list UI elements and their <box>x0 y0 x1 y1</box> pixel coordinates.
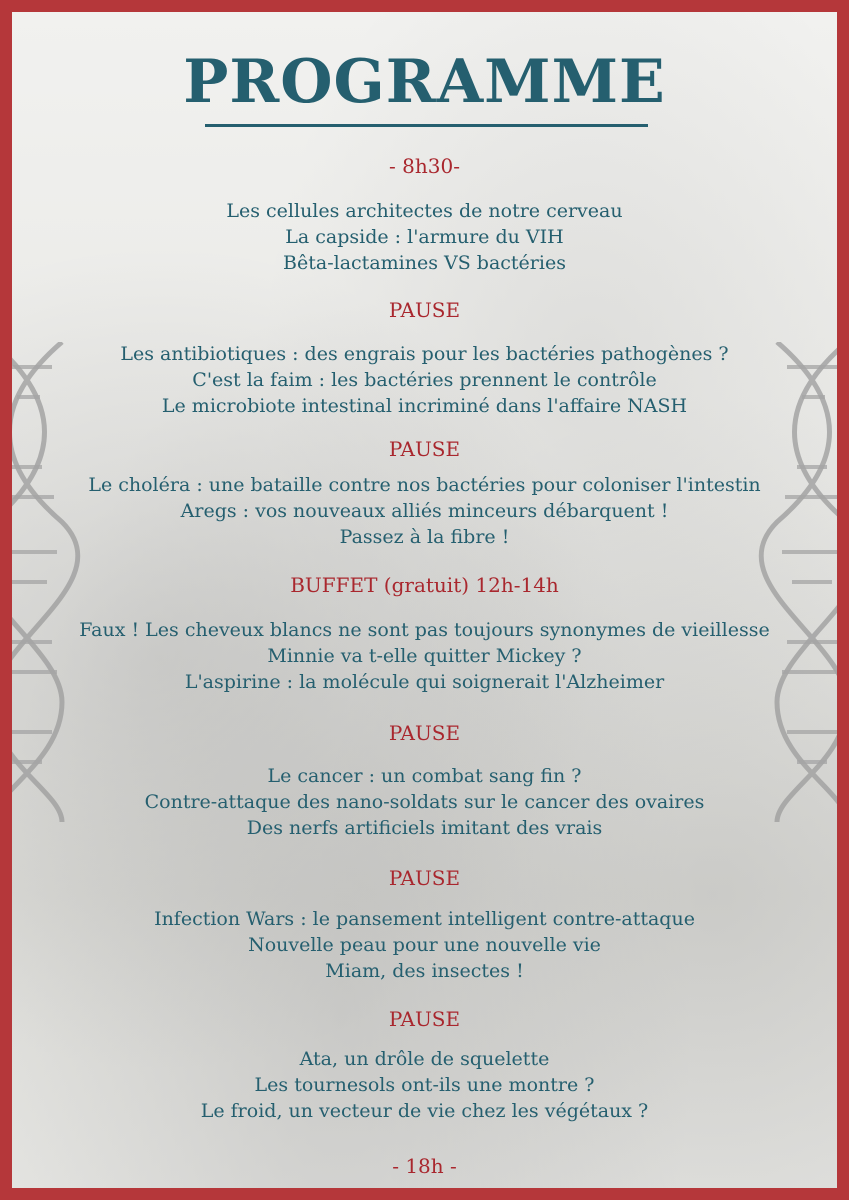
end-time-block <box>12 1153 837 1179</box>
buffet-block <box>12 572 837 598</box>
pause-3-block <box>12 720 837 746</box>
page-title: PROGRAMME <box>183 47 666 117</box>
talk-item: Les tournesols ont-ils une montre ? <box>254 1074 595 1096</box>
talk-item: C'est la faim : les bactéries prennent le contrôle <box>192 369 657 391</box>
talk-item: Les cellules architectes de notre cerveau <box>226 200 623 222</box>
talk-item: Faux ! Les cheveux blancs ne sont pas toujours synonymes de vieillesse <box>79 619 770 641</box>
pause-5-block <box>12 1006 837 1032</box>
start-time-block <box>12 153 837 179</box>
talk-item: Passez à la fibre ! <box>339 526 510 548</box>
programme-page <box>12 12 837 1188</box>
session-7 <box>12 1046 837 1124</box>
talk-item: L'aspirine : la molécule qui soignerait l'Alzheimer <box>184 671 665 693</box>
talk-item: Le microbiote intestinal incriminé dans l'affaire NASH <box>161 395 688 417</box>
talk-item: Nouvelle peau pour une nouvelle vie <box>248 934 601 956</box>
talk-item: Des nerfs artificiels imitant des vrais <box>246 817 603 839</box>
buffet-label: BUFFET (gratuit) 12h-14h <box>290 573 559 597</box>
pause-label: PAUSE <box>388 721 461 745</box>
talk-item: La capside : l'armure du VIH <box>285 226 564 248</box>
pause-label: PAUSE <box>388 298 461 322</box>
talk-item: Aregs : vos nouveaux alliés minceurs débarquent ! <box>180 500 669 522</box>
pause-2-block <box>12 436 837 462</box>
talk-item: Les antibiotiques : des engrais pour les bactéries pathogènes ? <box>120 343 729 365</box>
talk-item: Miam, des insectes ! <box>325 960 524 982</box>
session-6 <box>12 906 837 984</box>
session-4 <box>12 617 837 695</box>
talk-item: Le cancer : un combat sang fin ? <box>267 765 582 787</box>
talk-item: Infection Wars : le pansement intelligent contre-attaque <box>154 908 695 930</box>
start-time: - 8h30- <box>389 154 460 178</box>
talk-item: Ata, un drôle de squelette <box>299 1048 550 1070</box>
talk-item: Le froid, un vecteur de vie chez les végétaux ? <box>200 1100 649 1122</box>
pause-label: PAUSE <box>388 866 461 890</box>
title-underline <box>205 124 648 127</box>
talk-item: Bêta-lactamines VS bactéries <box>283 252 566 274</box>
pause-4-block <box>12 865 837 891</box>
end-time: - 18h - <box>392 1154 457 1178</box>
talk-item: Contre-attaque des nano-soldats sur le cancer des ovaires <box>144 791 705 813</box>
pause-label: PAUSE <box>388 437 461 461</box>
pause-label: PAUSE <box>388 1007 461 1031</box>
pause-1-block <box>12 297 837 323</box>
talk-item: Minnie va t-elle quitter Mickey ? <box>267 645 582 667</box>
session-2 <box>12 341 837 419</box>
session-3 <box>12 472 837 550</box>
session-5 <box>12 763 837 841</box>
session-1 <box>12 198 837 276</box>
talk-item: Le choléra : une bataille contre nos bactéries pour coloniser l'intestin <box>88 474 761 496</box>
